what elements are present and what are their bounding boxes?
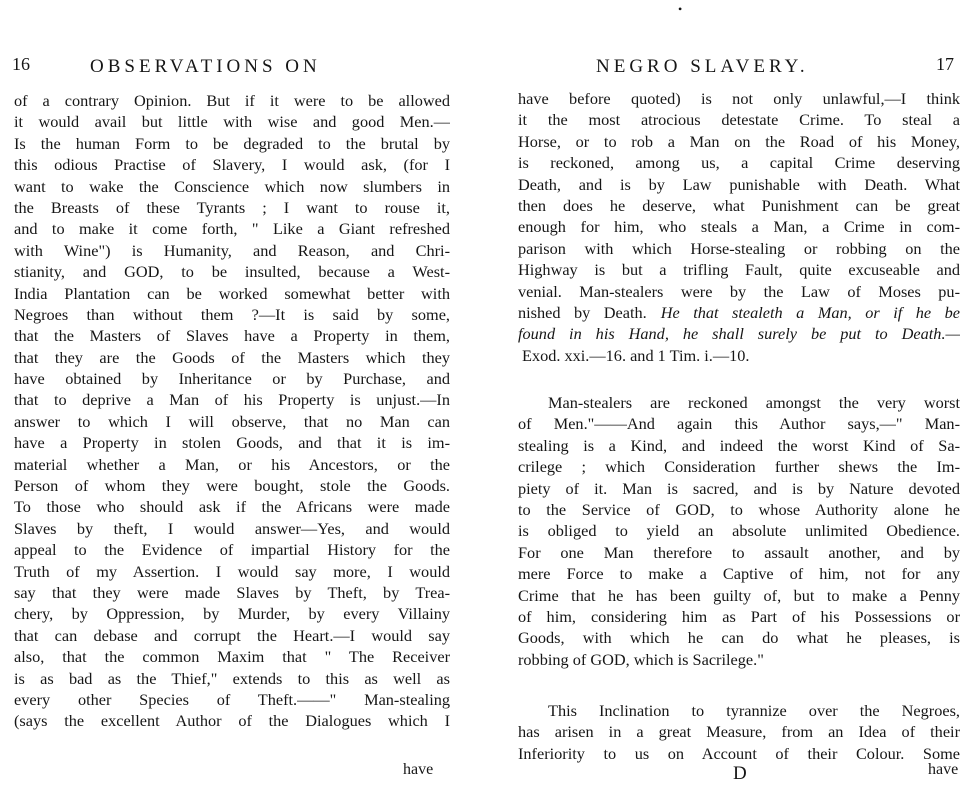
text-line: has arisen in a great Measure, from an Idea of their xyxy=(518,722,960,742)
text-line: material whether a Man, or his Ancestors, or the xyxy=(14,454,450,474)
text-line: of Men."——And again this Author says,—" Man- xyxy=(518,414,960,434)
text-line: crilege ; which Consideration further shews the Im- xyxy=(518,457,960,477)
text-line: have before quoted) is not only unlawful,—I think xyxy=(518,89,960,108)
text-line: stealing is a Kind, and indeed the worst Kind of Sa- xyxy=(518,435,960,455)
paragraph-1 xyxy=(518,88,960,366)
running-head-right: NEGRO SLAVERY. xyxy=(596,56,809,77)
text-line: This Inclination to tyrannize over the Negroes, xyxy=(548,701,960,720)
text-line: Slaves by theft, I would answer—Yes, and would xyxy=(14,518,450,538)
text-line xyxy=(518,323,960,344)
running-head-left: OBSERVATIONS ON xyxy=(90,56,321,77)
text-line xyxy=(518,302,960,323)
text-line: piety of it. Man is sacred, and is by Nature devoted xyxy=(518,478,960,498)
text-line: answer to which I will observe, that no Man can xyxy=(14,411,450,431)
text-line: also, that the common Maxim that " The Receiver xyxy=(14,647,450,667)
text-line: have a Property in stolen Goods, and that it is im- xyxy=(14,433,450,453)
text-line: of him, considering him as Part of his Possessions or xyxy=(518,606,960,626)
text-span: nished by Death. xyxy=(518,302,647,322)
text-line: of a contrary Opinion. But if it were to be allowed xyxy=(14,91,450,110)
text-line: say that they were made Slaves by Theft, by Trea- xyxy=(14,582,450,602)
text-line: Highway is but a trifling Fault, quite excuseable and xyxy=(518,260,960,280)
text-line: the Breasts of these Tyrants ; I want to rouse it, xyxy=(14,197,450,217)
text-line: For one Man therefore to assault another, and by xyxy=(518,542,960,562)
text-line: it would avail but little with wise and good Men.— xyxy=(14,112,450,132)
catchword-right: have xyxy=(928,761,959,778)
text-line: To those who should ask if the Africans were made xyxy=(14,497,450,517)
signature-mark: D xyxy=(733,763,747,784)
text-line: is reckoned, among us, a capital Crime deserving xyxy=(518,153,960,173)
text-line: Inferiority to us on Account of their Colour. Some xyxy=(518,743,960,763)
text-line: and to make it come forth, " Like a Giant refreshed xyxy=(14,219,450,239)
text-line: then does he deserve, what Punishment can be great xyxy=(518,195,960,215)
text-line: it the most atrocious detestate Crime. To steal a xyxy=(518,110,960,130)
text-line: Person of whom they were bought, stole the Goods. xyxy=(14,476,450,496)
right-page xyxy=(490,0,980,789)
text-line: that to deprive a Man of his Property is unjust.—In xyxy=(14,390,450,410)
text-line: Man-stealers are reckoned amongst the very worst xyxy=(548,393,960,412)
text-line: stianity, and GOD, to be insulted, because a West- xyxy=(14,262,450,282)
text-line: that the Masters of Slaves have a Property in them, xyxy=(14,326,450,346)
ink-mark: • xyxy=(678,2,683,16)
catchword-left: have xyxy=(403,761,434,778)
text-line: is obliged to yield an absolute unlimited Obedience. xyxy=(518,521,960,541)
text-line: Negroes than without them ?—It is said by some, xyxy=(14,304,450,324)
text-line: Truth of my Assertion. I would say more, I would xyxy=(14,561,450,581)
text-line: to the Service of GOD, to whose Authority alone he xyxy=(518,499,960,519)
text-line: Death, and is by Law punishable with Death. What xyxy=(518,174,960,194)
text-line: that they are the Goods of the Masters which they xyxy=(14,347,450,367)
text-line: chery, by Oppression, by Murder, by every Villainy xyxy=(14,604,450,624)
text-line: every other Species of Theft.——" Man-stealing xyxy=(14,689,450,709)
text-line: Exod. xxi.—16. and 1 Tim. i.—10. xyxy=(522,345,750,365)
text-line: Crime that he has been guilty of, but to make a Penny xyxy=(518,585,960,605)
text-line: Goods, with which he can do what he pleases, is xyxy=(518,628,960,648)
page-number-right: 17 xyxy=(936,54,954,74)
text-line: that can debase and corrupt the Heart.—I would say xyxy=(14,625,450,645)
text-line: this odious Practise of Slavery, I would ask, (for I xyxy=(14,155,450,175)
italic-quote: He that stealeth a Man, or if he be xyxy=(660,302,960,322)
text-line: enough for him, who steals a Man, a Crime in com- xyxy=(518,217,960,237)
text-line: have obtained by Inheritance or by Purchase, and xyxy=(14,369,450,389)
italic-quote: found in his Hand, he shall surely be put to Death.— xyxy=(518,324,960,344)
left-page-text xyxy=(14,90,450,732)
text-line: is as bad as the Thief," extends to this as well as xyxy=(14,668,450,688)
text-line: (says the excellent Author of the Dialogues which I xyxy=(14,711,450,731)
text-line: Horse, or to rob a Man on the Road of his Money, xyxy=(518,131,960,151)
paragraph-2 xyxy=(518,392,960,670)
text-line: parison with which Horse-stealing or robbing on the xyxy=(518,238,960,258)
text-line: with Wine") is Humanity, and Reason, and Chri- xyxy=(14,240,450,260)
page-number-left: 16 xyxy=(12,54,30,74)
text-line: robbing of GOD, which is Sacrilege." xyxy=(518,649,764,669)
text-line: Is the human Form to be degraded to the brutal by xyxy=(14,133,450,153)
paragraph-3 xyxy=(518,700,960,764)
text-line: appeal to the Evidence of impartial History for the xyxy=(14,540,450,560)
text-line: mere Force to make a Captive of him, not for any xyxy=(518,564,960,584)
text-line: venial. Man-stealers were by the Law of Moses pu- xyxy=(518,281,960,301)
text-line: want to wake the Conscience which now slumbers in xyxy=(14,176,450,196)
text-line: India Plantation can be worked somewhat better with xyxy=(14,283,450,303)
